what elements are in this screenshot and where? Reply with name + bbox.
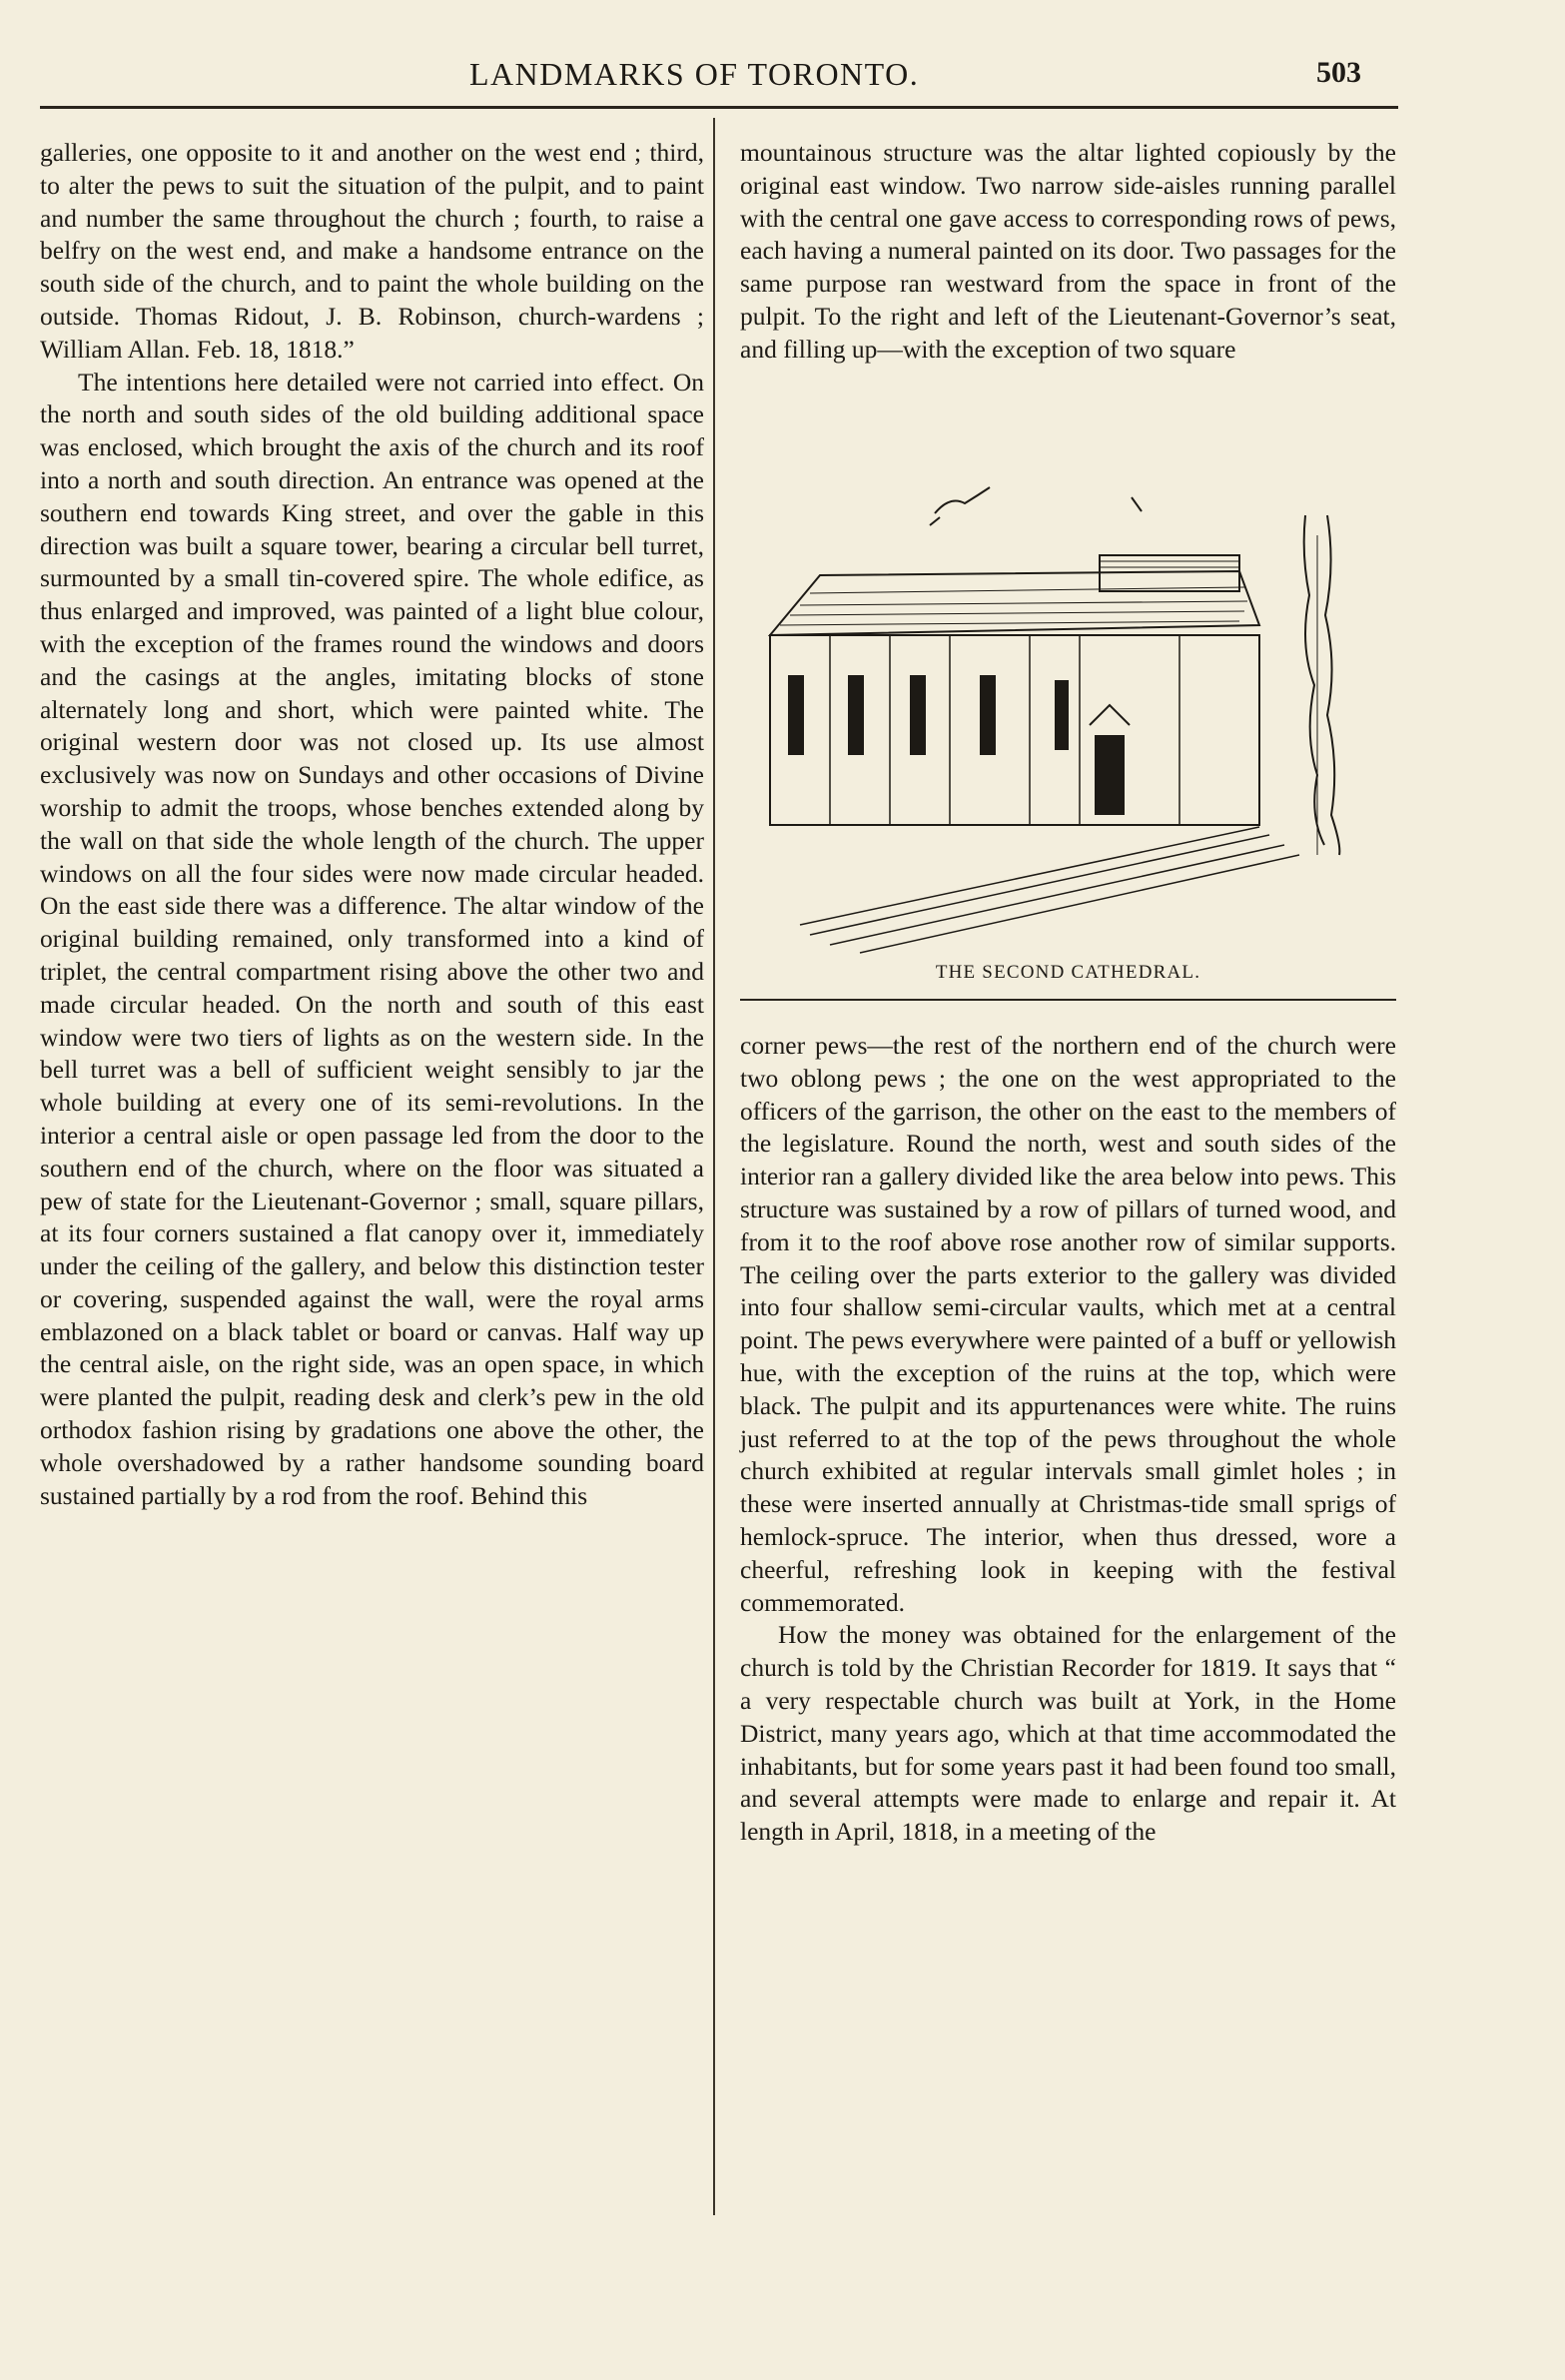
door-pediment bbox=[1090, 705, 1130, 725]
left-column bbox=[40, 137, 704, 1512]
figure-caption: THE SECOND CATHEDRAL. bbox=[935, 962, 1201, 983]
right-column-bottom bbox=[740, 1030, 1396, 1849]
running-head bbox=[0, 56, 1565, 102]
bird-sketch-2 bbox=[1132, 497, 1142, 511]
cathedral-engraving bbox=[740, 475, 1396, 955]
right-column-top bbox=[740, 137, 1396, 367]
bird-sketch bbox=[935, 487, 990, 513]
paragraph: mountainous structure was the altar lighted copiously by the original east window. Two narrow side-aisles running parallel with the central one gave access to corresponding rows of pews, each having a numeral painted on its door. Two passages for the same purpose ran westward from the space in front of the pulpit. To the right and left of the Lieutenant-Governor’s seat, and filling up—with the exception of two square bbox=[740, 138, 1396, 364]
paragraph: The intentions here detailed were not carried into effect. On the north and south sides of the old building additional space was enclosed, which brought the axis of the church and its roof into a north and south direction. An entrance was opened at the southern end towards King street, and over the gable in this direction was built a square tower, bearing a circular bell turret, surmounted by a small tin-covered spire. The whole edifice, as thus enlarged and improved, was painted of a light blue colour, with the exception of the frames round the windows and doors and the casings at the angles, imitating blocks of stone alternately long and short, which were painted white. The original western door was not closed up. Its use almost exclusively was now on Sundays and other occasions of Divine worship to admit the troops, whose benches extended along by the wall on that side the whole length of the church. The upper windows on all the four sides were now made circular headed. On the east side there was a difference. The altar window of the original building remained, only transformed into a kind of triplet, the central compartment rising above the other two and made circular headed. On the north and south of this east window were two tiers of lights as on the western side. In the bell turret was a bell of sufficient weight sensibly to jar the whole building at every one of its semi-revolutions. In the interior a central aisle or open passage led from the door to the southern end of the church, where on the floor was situated a pew of state for the Lieutenant-Governor ; small, square pillars, at its four corners sustained a flat canopy over it, immediately under the ceiling of the gallery, and below this distinction tester or covering, suspended against the wall, were the royal arms emblazoned on a black tablet or board or canvas. Half way up the central aisle, on the right side, was an open space, in which were planted the pulpit, reading desk and clerk’s pew in the old orthodox fashion rising by gradations one above the other, the whole overshadowed by a rather handsome sounding board sustained partially by a rod from the roof. Behind this bbox=[40, 367, 704, 1510]
column-divider bbox=[713, 118, 715, 2215]
paragraph: How the money was obtained for the enlargement of the church is told by the Christian Recorder for 1819. It says that “ a very respectable church was built at York, in the Home District, many years ago, which at that time accommodated the inhabitants, but for some years past it had been found too small, and several attempts were made to enlarge and repair it. At length in April, 1818, in a meeting of the bbox=[740, 1620, 1396, 1847]
church-windows bbox=[788, 675, 1125, 815]
tree-outline-left bbox=[1304, 515, 1324, 845]
tree-outline-right bbox=[1325, 515, 1339, 855]
ground-hatching bbox=[800, 827, 1299, 953]
figure-rule bbox=[740, 999, 1396, 1001]
page-number: 503 bbox=[1316, 56, 1361, 89]
church-wall bbox=[770, 635, 1259, 825]
cathedral-illustration bbox=[740, 475, 1396, 1005]
paragraph: corner pews—the rest of the northern end of the church were two oblong pews ; the one on the west appropriated to the officers of the garrison, the other on the east to the members of the legislature. Round the north, west and south sides of the interior ran a gallery divided like the area below into pews. This structure was sustained by a row of pillars of turned wood, and from it to the roof above rose another row of similar supports. The ceiling over the parts exterior to the gallery was divided into four shallow semi-circular vaults, which met at a central point. The pews everywhere were painted of a buff or yellowish hue, with the exception of the ruins at the top, which were black. The pulpit and its appurtenances were white. The ruins just referred to at the top of the pews throughout the whole church exhibited at regular intervals small gimlet holes ; in these were inserted annually at Christmas-tide small sprigs of hemlock-spruce. The interior, when thus dressed, wore a cheerful, refreshing look in keeping with the festival commemorated. bbox=[740, 1031, 1396, 1617]
paragraph: galleries, one opposite to it and another on the west end ; third, to alter the pews to suit the situation of the pulpit, and to paint and number the same throughout the church ; fourth, to raise a belfry on the west end, and make a handsome entrance on the south side of the church, and to paint the whole building on the outside. Thomas Ridout, J. B. Robinson, church-wardens ; William Allan. Feb. 18, 1818.” bbox=[40, 138, 704, 364]
running-title: LANDMARKS OF TORONTO. bbox=[469, 56, 920, 92]
bird-tail bbox=[930, 517, 940, 525]
header-rule bbox=[40, 106, 1398, 109]
